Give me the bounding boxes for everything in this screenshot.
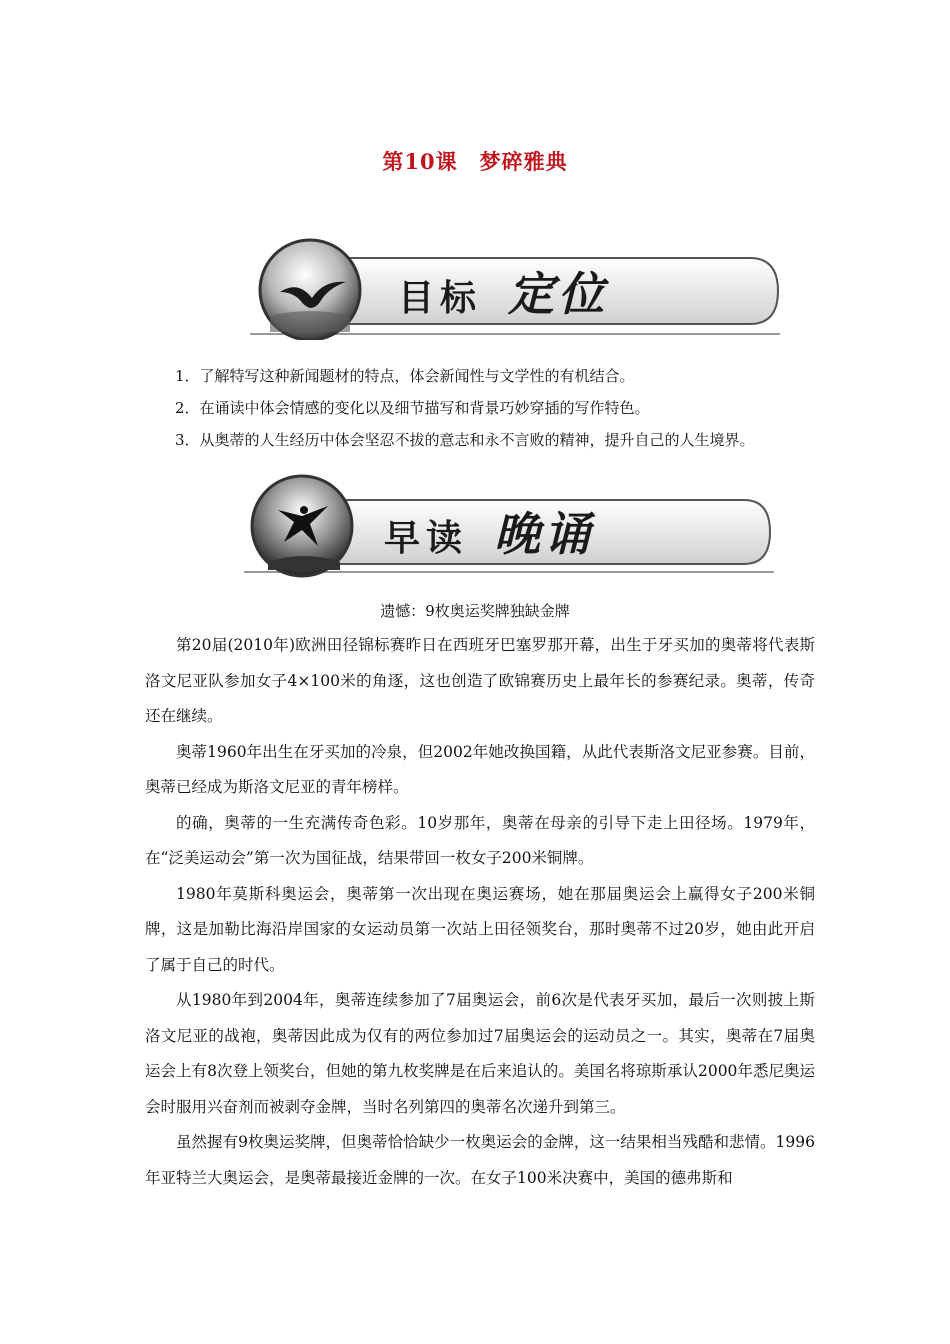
reading-banner [244,470,784,566]
article-paragraph: 1980年莫斯科奥运会，奥蒂第一次出现在奥运赛场，她在那届奥运会上赢得女子200米铜牌，这是加勒比海沿岸国家的女运动员第一次站上田径领奖台，那时奥蒂不过20岁，她由此开启了属于自己的时代。 [145,884,815,974]
article-paragraph: 虽然握有9枚奥运奖牌，但奥蒂恰恰缺少一枚奥运会的金牌，这一结果相当残酷和悲情。1996年亚特兰大奥运会，是奥蒂最接近金牌的一次。在女子100米决赛中，美国的德弗斯和 [145,1133,815,1187]
lesson-title: 第10课 梦碎雅典 [382,149,568,174]
goal-item: 2．在诵读中体会情感的变化以及细节描写和背景巧妙穿插的写作特色。 [175,399,650,417]
goal-item: 3．从奥蒂的人生经历中体会坚忍不拔的意志和永不言败的精神，提升自己的人生境界。 [175,431,755,449]
goals-list [175,360,755,456]
reading-label-a: 早读 [384,517,469,559]
article-paragraph: 第20届(2010年)欧洲田径锦标赛昨日在西班牙巴塞罗那开幕，出生于牙买加的奥蒂将代表斯洛文尼亚队参加女子4×100米的角逐，这也创造了欧锦赛历史上最年长的参赛纪录。奥蒂，传奇还在继续。 [145,636,815,725]
goal-item: 1．了解特写这种新闻题材的特点，体会新闻性与文学性的有机结合。 [175,367,635,385]
goals-label-b: 定位 [508,267,608,321]
article-paragraph: 从1980年到2004年，奥蒂连续参加了7届奥运会，前6次是代表牙买加，最后一次则披上斯洛文尼亚的战袍，奥蒂因此成为仅有的两位参加过7届奥运会的运动员之一。其实，奥蒂在7届奥运会上有8次登上领奖台，但她的第九枚奖牌是在后来追认的。美国名将琼斯承认2000年悉尼奥运会时服用兴奋剂而被剥夺金牌，当时名列第四的奥蒂名次递升到第三。 [145,991,815,1116]
article-subheading: 遗憾：9枚奥运奖牌独缺金牌 [380,602,570,620]
goals-banner [250,236,790,332]
article-body [145,628,815,1196]
article-paragraph: 奥蒂1960年出生在牙买加的冷泉，但2002年她改换国籍，从此代表斯洛文尼亚参赛。目前，奥蒂已经成为斯洛文尼亚的青年榜样。 [145,742,815,796]
goals-label-a: 目标 [398,277,483,319]
reading-label-b: 晚诵 [494,507,594,561]
article-paragraph: 的确，奥蒂的一生充满传奇色彩。10岁那年，奥蒂在母亲的引导下走上田径场。1979年，在“泛美运动会”第一次为国征战，结果带回一枚女子200米铜牌。 [145,813,815,867]
